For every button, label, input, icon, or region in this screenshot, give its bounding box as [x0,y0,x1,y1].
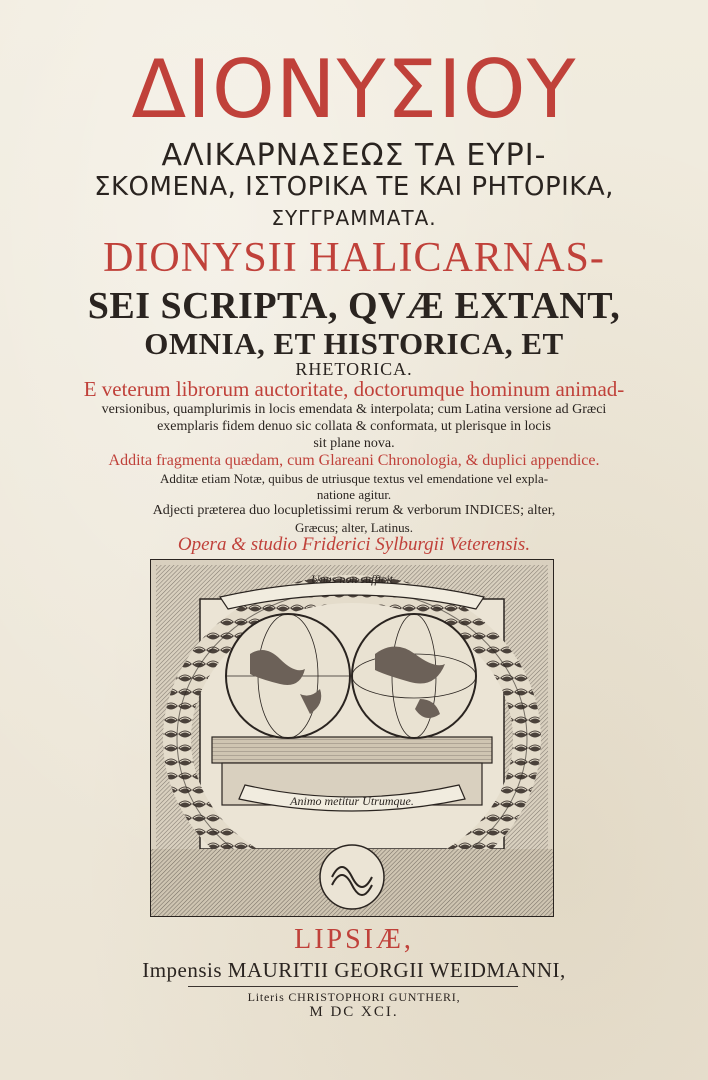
imprint-publisher: Impensis MAURITII GEORGII WEIDMANNI, [142,958,566,982]
description-line-6: Additæ etiam Notæ, quibus de utriusque textus vel emendatione vel expla- [159,471,549,486]
imprint-city: LIPSIÆ, [294,924,414,955]
motto-top: Unus non sufficit [310,572,394,586]
description-line-7: natione agitur. [316,487,392,502]
editor-credit: Opera & studio Friderici Sylburgii Veterensis. [177,534,531,555]
latin-title-line-2: SEI SCRIPTA, QVÆ EXTANT, [87,285,621,327]
right-globe [352,614,476,738]
description-line-9: Græcus; alter, Latinus. [295,520,413,535]
imprint-printer: Literis CHRISTOPHORI GUNTHERI, [247,990,461,1004]
latin-title-line-4: RHETORICA. [295,359,413,379]
description-line-3: exemplaris fidem denuo sic collata & conformata, ut plerisque in locis [157,419,551,434]
latin-title-line-3: OMNIA, ET HISTORICA, ET [144,326,564,361]
imprint-year: M DC XCI. [309,1004,399,1020]
latin-title-line-1: DIONYSII HALICARNAS- [103,235,605,281]
description-line-1: E veterum librorum auctoritate, doctorumque hominum animad- [83,377,625,401]
greek-subtitle-line-1: ΑΛΙΚΑΡΝΑΣΕΩΣ ΤΑ ΕΥΡΙ- [161,138,547,173]
description-line-8: Adjecti præterea duo locupletissimi rerum & verborum INDICES; alter, [152,503,556,518]
description-line-5: Addita fragmenta quædam, cum Glareani Chronologia, & duplici appendice. [108,452,600,469]
greek-title: ΔΙΟΝΥΣΙΟΥ [131,43,577,136]
left-globe [226,614,350,738]
greek-subtitle-line-3: ΣΥΓΓΡΑΜΜΑΤΑ. [271,206,437,230]
description-line-4: sit plane nova. [313,436,395,451]
imprint-divider [188,986,518,987]
description-line-2: versionibus, quamplurimis in locis emendata & interpolata; cum Latina versione ad Græci [101,402,607,417]
engraving-illustration [150,559,554,917]
greek-subtitle-line-2: ΣΚΟΜΕΝΑ, ΙΣΤΟΡΙΚΑ ΤΕ ΚΑΙ ΡΗΤΟΡΙΚΑ, [94,172,614,202]
motto-bottom: Animo metitur Utrumque. [290,794,414,808]
